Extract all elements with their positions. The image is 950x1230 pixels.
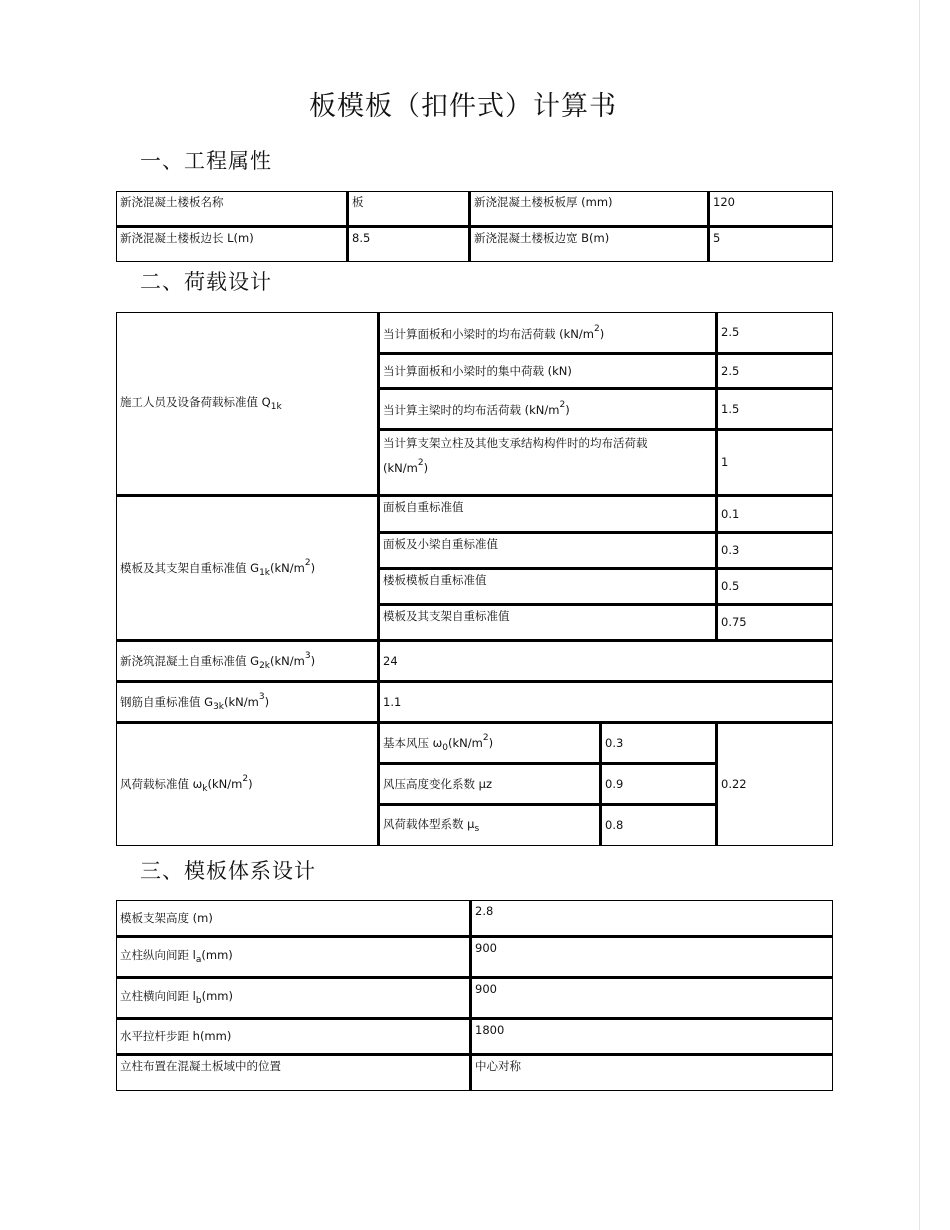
project-properties-table	[116, 191, 833, 262]
table-row	[117, 313, 833, 354]
g3k-label-cell	[117, 682, 379, 723]
lb-subscript: b	[195, 996, 202, 1007]
g2k-unit: (kN/m	[270, 653, 305, 668]
column-layout-label: 立柱布置在混凝土板域中的位置	[117, 1055, 471, 1091]
wind-label-cell	[117, 723, 379, 846]
load-design-table	[116, 312, 833, 846]
unit-close: )	[423, 460, 429, 475]
wind-unit: (kN/m	[207, 777, 243, 792]
g2k-subscript: 2k	[259, 660, 271, 671]
g1k-item-label: 面板及小梁自重标准值	[379, 533, 717, 569]
slab-length-label: 新浇混凝土楼板边长 L(m)	[117, 227, 348, 262]
q1k-item-label: 当计算面板和小梁时的均布活荷载 (kN/m	[383, 326, 594, 341]
unit-superscript: 2	[593, 323, 600, 334]
unit-superscript: 2	[482, 732, 489, 743]
page-edge-line	[919, 0, 920, 1230]
unit-superscript: 2	[559, 400, 566, 411]
g2k-label: 新浇筑混凝土自重标准值 G	[120, 653, 260, 668]
section-heading-project: 一、工程属性	[140, 149, 272, 173]
us-subscript: s	[474, 823, 480, 834]
table-row	[117, 978, 833, 1019]
table-row	[117, 227, 833, 262]
table-row	[117, 1055, 833, 1091]
table-row	[117, 682, 833, 723]
unit-close: )	[248, 777, 253, 792]
q1k-subscript: 1k	[270, 401, 282, 412]
q1k-item-value: 2.5	[717, 313, 833, 354]
q1k-item-label: 当计算面板和小梁时的集中荷载 (kN)	[379, 354, 717, 389]
g1k-item-value: 0.5	[717, 569, 833, 605]
table-row	[117, 192, 833, 227]
unit-close: )	[310, 653, 316, 668]
g3k-subscript: 3k	[213, 701, 225, 712]
unit-close: )	[310, 560, 316, 575]
wind-total-value: 0.22	[717, 723, 833, 846]
unit-close: )	[565, 403, 570, 418]
q1k-item-label: 当计算支架立柱及其他支承结构构件时的均布活荷载	[383, 436, 648, 450]
q1k-item-value: 1	[717, 430, 833, 496]
w0-subscript: 0	[442, 742, 449, 753]
w0-unit: (kN/m	[448, 735, 483, 750]
q1k-label-cell	[117, 313, 379, 496]
g1k-label: 模板及其支架自重标准值 G	[120, 560, 260, 575]
lb-value: 900	[471, 978, 833, 1019]
g2k-label-cell	[117, 641, 379, 682]
lb-unit: (mm)	[201, 989, 233, 1004]
uz-value: 0.9	[601, 764, 717, 805]
section-heading-load: 二、荷载设计	[140, 270, 272, 294]
table-row	[117, 901, 833, 937]
q1k-item-label-cell	[379, 389, 717, 430]
step-height-label: 水平拉杆步距 h(mm)	[117, 1019, 471, 1055]
unit-superscript: 3	[258, 691, 265, 702]
slab-width-value: 5	[709, 227, 833, 262]
g1k-subscript: 1k	[259, 567, 271, 578]
g1k-label-cell	[117, 496, 379, 641]
slab-width-label: 新浇混凝土楼板边宽 B(m)	[470, 227, 709, 262]
q1k-label: 施工人员及设备荷载标准值 Q	[120, 394, 271, 409]
us-value: 0.8	[601, 805, 717, 846]
table-row	[117, 1019, 833, 1055]
q1k-item-label: 当计算主梁时的均布活荷载 (kN/m	[383, 403, 560, 418]
g1k-item-value: 0.3	[717, 533, 833, 569]
wind-label: 风荷载标准值 ω	[120, 777, 203, 792]
unit-superscript: 3	[304, 650, 311, 661]
slab-length-value: 8.5	[348, 227, 470, 262]
q1k-item-label-cell	[379, 430, 717, 496]
document-title: 板模板（扣件式）计算书	[309, 91, 617, 122]
unit-superscript: 2	[417, 457, 424, 468]
la-value: 900	[471, 937, 833, 978]
w0-label: 基本风压 ω	[383, 735, 443, 750]
step-height-value: 1800	[471, 1019, 833, 1055]
wind-subscript: k	[202, 784, 208, 795]
table-row	[117, 496, 833, 533]
slab-thickness-value: 120	[709, 192, 833, 227]
w0-value: 0.3	[601, 723, 717, 764]
uz-label: 风压高度变化系数 μz	[379, 764, 601, 805]
q1k-item-label-line2: (kN/m	[383, 460, 418, 475]
unit-superscript: 2	[304, 557, 311, 568]
formwork-system-table	[116, 900, 833, 1091]
table-row	[117, 937, 833, 978]
q1k-item-value: 2.5	[717, 354, 833, 389]
lb-label: 立柱横向间距 l	[120, 989, 196, 1004]
la-subscript: a	[195, 955, 202, 966]
g3k-unit: (kN/m	[224, 694, 259, 709]
column-layout-value: 中心对称	[471, 1055, 833, 1091]
unit-superscript: 2	[242, 774, 249, 785]
g1k-item-label: 模板及其支架自重标准值	[379, 605, 717, 641]
support-height-value: 2.8	[471, 901, 833, 937]
lb-label-cell	[117, 978, 471, 1019]
la-label-cell	[117, 937, 471, 978]
la-label: 立柱纵向间距 l	[120, 948, 196, 963]
table-row	[117, 641, 833, 682]
g1k-item-label: 楼板模板自重标准值	[379, 569, 717, 605]
g1k-item-value: 0.75	[717, 605, 833, 641]
g3k-label: 钢筋自重标准值 G	[120, 694, 214, 709]
g1k-item-label: 面板自重标准值	[379, 496, 717, 533]
support-height-label: 模板支架高度 (m)	[117, 901, 471, 937]
us-label: 风荷载体型系数 μ	[383, 816, 475, 831]
unit-close: )	[264, 694, 270, 709]
w0-label-cell	[379, 723, 601, 764]
q1k-item-value: 1.5	[717, 389, 833, 430]
table-row	[117, 723, 833, 764]
slab-thickness-label: 新浇混凝土楼板板厚 (mm)	[470, 192, 709, 227]
g2k-value: 24	[379, 641, 833, 682]
unit-close: )	[599, 326, 605, 341]
us-label-cell	[379, 805, 601, 846]
la-unit: (mm)	[201, 948, 233, 963]
section-heading-system: 三、模板体系设计	[140, 859, 316, 883]
slab-name-value: 板	[348, 192, 470, 227]
unit-close: )	[488, 735, 494, 750]
slab-name-label: 新浇混凝土楼板名称	[117, 192, 348, 227]
g3k-value: 1.1	[379, 682, 833, 723]
g1k-item-value: 0.1	[717, 496, 833, 533]
g1k-unit: (kN/m	[270, 560, 305, 575]
q1k-item-label-cell	[379, 313, 717, 354]
